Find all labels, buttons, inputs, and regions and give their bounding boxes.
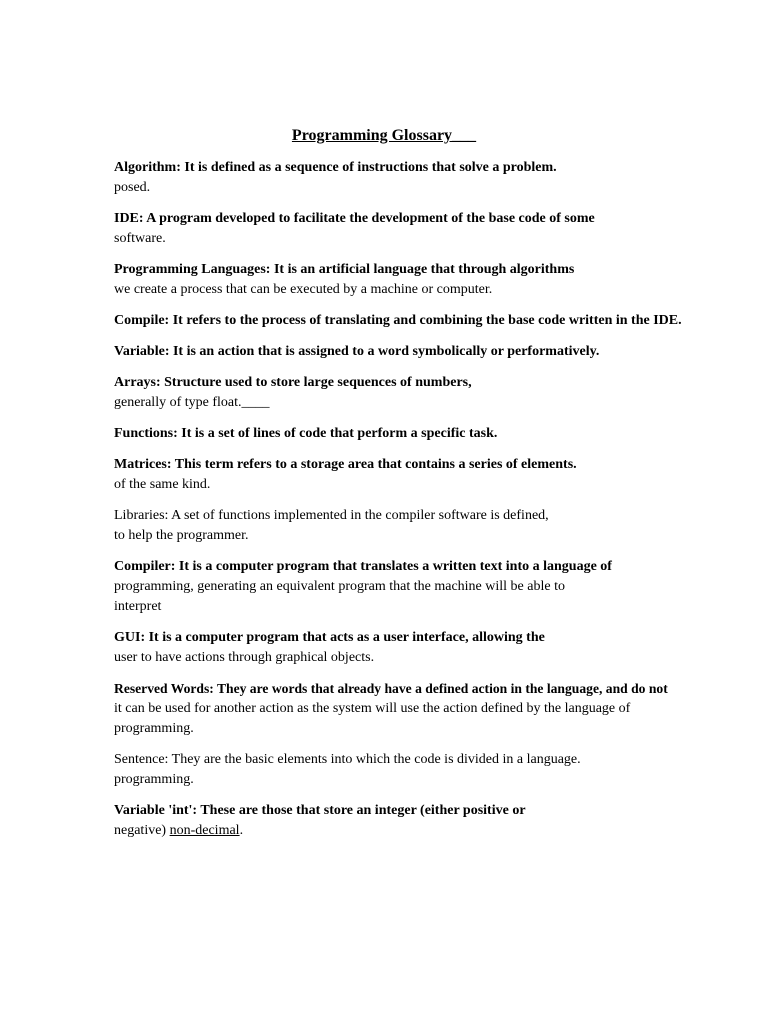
entry-line: Programming Languages: It is an artificial language that through algorithms bbox=[114, 262, 575, 277]
entry-line: Matrices: This term refers to a storage area that contains a series of elements. bbox=[114, 457, 577, 472]
entry-line: of the same kind. bbox=[114, 477, 211, 492]
glossary-entry-algorithm bbox=[114, 158, 754, 198]
glossary-entry-libraries bbox=[114, 506, 754, 546]
glossary-entry-arrays bbox=[114, 373, 754, 413]
entry-line: Variable 'int': These are those that store an integer (either positive or bbox=[114, 803, 526, 818]
glossary-list bbox=[114, 158, 754, 852]
entry-line: we create a process that can be executed by a machine or computer. bbox=[114, 282, 493, 297]
entry-line: Variable: It is an action that is assigned to a word symbolically or performatively. bbox=[114, 344, 600, 359]
entry-line: programming. bbox=[114, 721, 194, 736]
entry-line: Libraries: A set of functions implemented in the compiler software is defined, bbox=[114, 508, 549, 523]
entry-line: Compile: It refers to the process of translating and combining the base code written in the IDE. bbox=[114, 313, 682, 328]
glossary-entry-compile bbox=[114, 311, 754, 331]
entry-line bbox=[114, 821, 754, 841]
glossary-entry-variable-int bbox=[114, 801, 754, 841]
entry-line: programming. bbox=[114, 772, 194, 787]
entry-line: IDE: A program developed to facilitate the development of the base code of some bbox=[114, 211, 595, 226]
glossary-entry-reserved-words bbox=[114, 679, 754, 739]
entry-text: . bbox=[239, 823, 244, 838]
entry-line: Compiler: It is a computer program that translates a written text into a language of bbox=[114, 559, 612, 574]
glossary-entry-functions bbox=[114, 424, 754, 444]
entry-line: GUI: It is a computer program that acts as a user interface, allowing the bbox=[114, 630, 545, 645]
entry-text: generally of type float bbox=[114, 395, 239, 410]
entry-line: it can be used for another action as the system will use the action defined by the language of bbox=[114, 701, 631, 716]
entry-line: software. bbox=[114, 231, 166, 246]
glossary-entry-ide bbox=[114, 209, 754, 249]
entry-line: Algorithm: It is defined as a sequence of instructions that solve a problem. bbox=[114, 160, 557, 175]
entry-line: Sentence: They are the basic elements into which the code is divided in a language. bbox=[114, 752, 581, 767]
entry-line: Reserved Words: They are words that already have a defined action in the language, and do not bbox=[114, 681, 668, 696]
entry-line bbox=[114, 393, 754, 413]
entry-text: negative) bbox=[114, 823, 170, 838]
glossary-entry-compiler bbox=[114, 557, 754, 617]
glossary-entry-sentence bbox=[114, 750, 754, 790]
entry-line: Arrays: Structure used to store large sequences of numbers, bbox=[114, 375, 472, 390]
entry-text: .____ bbox=[238, 395, 270, 410]
entry-line: to help the programmer. bbox=[114, 528, 249, 543]
entry-line: user to have actions through graphical objects. bbox=[114, 650, 375, 665]
entry-line: posed. bbox=[114, 180, 151, 195]
entry-line: Functions: It is a set of lines of code that perform a specific task. bbox=[114, 426, 498, 441]
entry-line: programming, generating an equivalent program that the machine will be able to bbox=[114, 579, 565, 594]
glossary-entry-gui bbox=[114, 628, 754, 668]
glossary-entry-variable bbox=[114, 342, 754, 362]
entry-line: interpret bbox=[114, 599, 162, 614]
glossary-entry-programming-languages bbox=[114, 260, 754, 300]
glossary-entry-matrices bbox=[114, 455, 754, 495]
entry-text-underlined: non-decimal bbox=[169, 823, 240, 838]
page-title: Programming Glossary___ bbox=[291, 127, 477, 144]
